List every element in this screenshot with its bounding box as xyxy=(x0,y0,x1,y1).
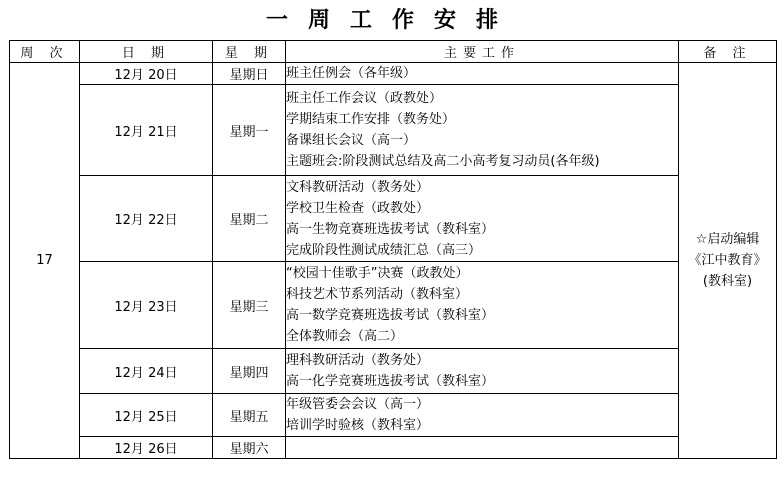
page-title: 一周工作安排 xyxy=(265,8,518,33)
header-week: 周 次 xyxy=(10,41,80,63)
weekday-cell: 星期五 xyxy=(213,394,286,437)
date-cell: 12月 26日 xyxy=(80,437,213,459)
work-item: 全体教师会（高二） xyxy=(286,329,404,344)
table-row xyxy=(10,349,777,394)
work-cell xyxy=(286,85,679,176)
work-item: 理科教研活动（教务处） xyxy=(286,353,430,368)
work-item: 高一化学竞赛班选拔考试（教科室） xyxy=(286,374,495,389)
work-item: “校园十佳歌手”决赛（政教处） xyxy=(286,266,469,281)
work-cell xyxy=(286,63,679,85)
header-date: 日 期 xyxy=(80,41,213,63)
work-item: 年级管委会会议（高一） xyxy=(286,397,430,412)
date-cell: 12月 23日 xyxy=(80,262,213,349)
weekday-cell: 星期四 xyxy=(213,349,286,394)
work-item: 高一数学竞赛班选拔考试（教科室） xyxy=(286,308,495,323)
table-row xyxy=(10,63,777,85)
work-cell xyxy=(286,262,679,349)
weekday-cell: 星期三 xyxy=(213,262,286,349)
header-work: 主要工作 xyxy=(286,41,679,63)
work-item: 完成阶段性测试成绩汇总（高三） xyxy=(286,242,482,258)
work-item: 高一生物竞赛班选拔考试（教科室） xyxy=(286,221,495,237)
table-row xyxy=(10,85,777,176)
work-item: 培训学时验核（教科室） xyxy=(286,418,430,433)
date-cell: 12月 24日 xyxy=(80,349,213,394)
date-cell: 12月 21日 xyxy=(80,85,213,176)
date-cell: 12月 25日 xyxy=(80,394,213,437)
note-cell: ☆启动编辑《江中教育》(教科室) xyxy=(679,63,777,459)
weekday-cell: 星期一 xyxy=(213,85,286,176)
header-weekday: 星 期 xyxy=(213,41,286,63)
table-row xyxy=(10,437,777,459)
work-cell xyxy=(286,349,679,394)
header-row xyxy=(10,41,777,63)
work-cell xyxy=(286,437,679,459)
weekly-schedule-table xyxy=(9,40,777,459)
weekday-cell: 星期六 xyxy=(213,437,286,459)
weekday-cell: 星期日 xyxy=(213,63,286,85)
work-item: 文科教研活动（教务处） xyxy=(286,179,430,195)
date-cell: 12月 22日 xyxy=(80,176,213,262)
work-item: 学校卫生检查（政教处） xyxy=(286,200,430,216)
work-item: 学期结束工作安排（教务处） xyxy=(286,112,456,127)
date-cell: 12月 20日 xyxy=(80,63,213,85)
work-cell xyxy=(286,176,679,262)
work-item: 班主任工作会议（政教处） xyxy=(286,91,443,106)
table-row xyxy=(10,262,777,349)
table-row xyxy=(10,394,777,437)
work-cell xyxy=(286,394,679,437)
work-item: 科技艺术节系列活动（教科室） xyxy=(286,287,469,302)
work-item: 备课组长会议（高一） xyxy=(286,133,417,148)
week-number: 17 xyxy=(10,63,80,459)
work-item: 班主任例会（各年级） xyxy=(286,66,417,81)
weekday-cell: 星期二 xyxy=(213,176,286,262)
work-item: 主题班会:阶段测试总结及高二小高考复习动员(各年级) xyxy=(286,154,600,169)
table-row xyxy=(10,176,777,262)
header-note: 备 注 xyxy=(679,41,777,63)
